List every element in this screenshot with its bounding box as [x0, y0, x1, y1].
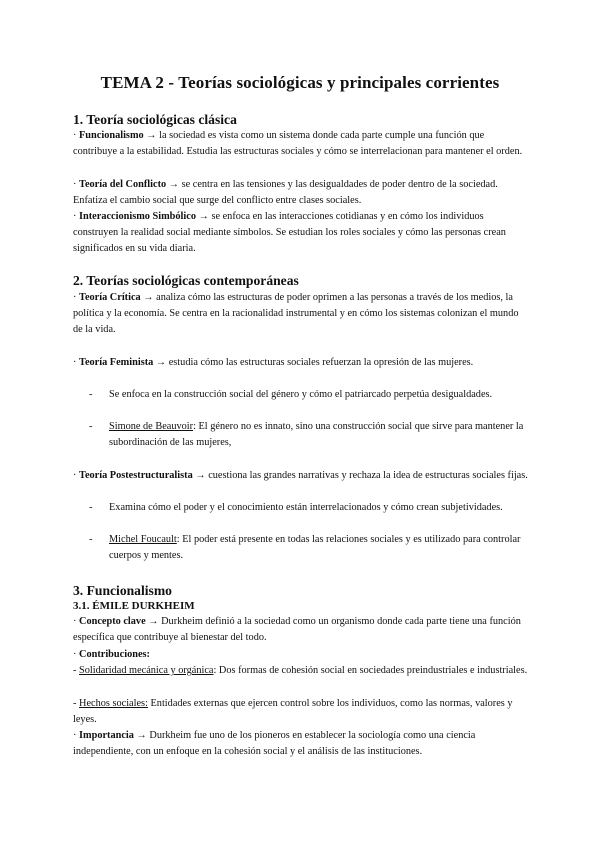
text-concepto: Durkheim definió a la sociedad como un organismo donde cada parte tiene una función específica que contribuye al bienestar del todo.	[73, 616, 521, 644]
text-postestructuralista: cuestiona las grandes narrativas y rechaza la idea de estructuras sociales fijas.	[208, 470, 528, 481]
feminista-bullet-2	[109, 419, 527, 451]
text-solidaridad: : Dos formas de cohesión social en sociedades preindustriales e industriales.	[213, 665, 528, 676]
paragraph-postestructuralista	[73, 468, 528, 484]
arrow-icon: →	[155, 357, 167, 368]
page-title: TEMA 2 - Teorías sociológicas y principales corrientes	[100, 73, 500, 92]
author-beauvoir: Simone de Beauvoir	[109, 421, 194, 432]
arrow-icon: →	[195, 470, 206, 481]
bullet: ·	[73, 130, 77, 141]
paragraph-interaccionismo	[73, 209, 528, 258]
term-postestructuralista: Teoría Postestructuralista	[79, 470, 193, 481]
term-importancia: Importancia	[79, 730, 134, 741]
bullet: ·	[73, 470, 77, 481]
term-feminista: Teoría Feminista	[79, 357, 154, 368]
author-foucault: Michel Foucault	[109, 534, 177, 545]
paragraph-importancia	[73, 728, 528, 760]
bullet: ·	[73, 179, 77, 190]
paragraph-funcionalismo	[73, 128, 528, 160]
arrow-icon: →	[146, 130, 157, 141]
arrow-icon: →	[168, 179, 180, 190]
bullet: ·	[73, 730, 77, 741]
label-contribuciones: Contribuciones:	[79, 649, 150, 660]
term-critica: Teoría Crítica	[79, 292, 141, 303]
bullet: ·	[73, 649, 77, 660]
term-solidaridad: Solidaridad mecánica y orgánica	[79, 665, 214, 676]
dash-bullet: -	[89, 389, 93, 400]
paragraph-conflicto	[73, 177, 528, 209]
arrow-icon: →	[143, 292, 154, 303]
text-hechos: Entidades externas que ejercen control sobre los individuos, como las normas, valores y leyes.	[73, 698, 513, 726]
text-conflicto: se centra en las tensiones y las desigualdades de poder dentro de la sociedad. Enfatiza el cambio social que surge del conflicto entre clases sociales.	[73, 179, 498, 207]
bullet: ·	[73, 357, 77, 368]
term-conflicto: Teoría del Conflicto	[79, 179, 167, 190]
term-interaccionismo: Interaccionismo Simbólico	[79, 211, 196, 222]
postest-bullet-2	[109, 532, 527, 564]
arrow-icon: →	[148, 616, 159, 627]
dash-bullet: -	[89, 502, 93, 513]
bullet: ·	[73, 292, 77, 303]
dash-bullet: -	[89, 534, 93, 545]
bullet: ·	[73, 211, 77, 222]
section-1-heading: 1. Teoría sociológicas clásica	[73, 112, 237, 127]
term-hechos: Hechos sociales:	[79, 698, 148, 709]
paragraph-feminista	[73, 355, 528, 371]
arrow-icon: →	[136, 730, 147, 741]
dash-bullet: -	[73, 698, 77, 709]
paragraph-critica	[73, 290, 528, 339]
paragraph-solidaridad	[73, 663, 528, 679]
paragraph-hechos	[73, 696, 528, 728]
arrow-icon: →	[198, 211, 209, 222]
term-concepto: Concepto clave	[79, 616, 146, 627]
section-2-heading: 2. Teorías sociológicas contemporáneas	[73, 273, 299, 288]
postest-bullet-1: Examina cómo el poder y el conocimiento están interrelacionados y cómo crean subjetividades.	[109, 502, 503, 513]
dash-bullet: -	[89, 421, 93, 432]
bullet: ·	[73, 616, 77, 627]
text-funcionalismo: la sociedad es vista como un sistema donde cada parte cumple una función que contribuye a la estabilidad. Estudia las estructuras sociales y cómo se interrelacionan para mantener el orden.	[73, 130, 523, 158]
section-3-heading: 3. Funcionalismo	[73, 583, 172, 598]
section-3-1-heading: 3.1. ÉMILE DURKHEIM	[73, 600, 195, 612]
text-critica: analiza cómo las estructuras de poder oprimen a las personas a través de los medios, la política y la economía. Se centra en la racionalidad instrumental y en cómo los sistemas colonizan el mundo de la vida.	[73, 292, 519, 336]
term-funcionalismo: Funcionalismo	[79, 130, 144, 141]
feminista-bullet-1: Se enfoca en la construcción social del género y cómo el patriarcado perpetúa desigualdades.	[109, 389, 493, 400]
postest-bullet-2-text: : El poder está presente en todas las relaciones sociales y es utilizado para controlar cuerpos y mentes.	[109, 534, 521, 562]
text-interaccionismo: se enfoca en las interacciones cotidianas y en cómo los individuos construyen la realidad social mediante símbolos. Se estudian los roles sociales y cómo las personas crean significados en su vida diaria.	[73, 211, 506, 255]
text-importancia: Durkheim fue uno de los pioneros en establecer la sociología como una ciencia independiente, con un enfoque en la cohesión social y el análisis de las instituciones.	[73, 730, 476, 758]
feminista-bullet-2-text: : El género no es innato, sino una construcción social que sirve para mantener la subordinación de las mujeres,	[109, 421, 524, 449]
dash-bullet: -	[73, 665, 77, 676]
paragraph-concepto	[73, 614, 528, 646]
text-feminista: estudia cómo las estructuras sociales refuerzan la opresión de las mujeres.	[168, 357, 474, 368]
paragraph-contribuciones	[73, 647, 528, 663]
